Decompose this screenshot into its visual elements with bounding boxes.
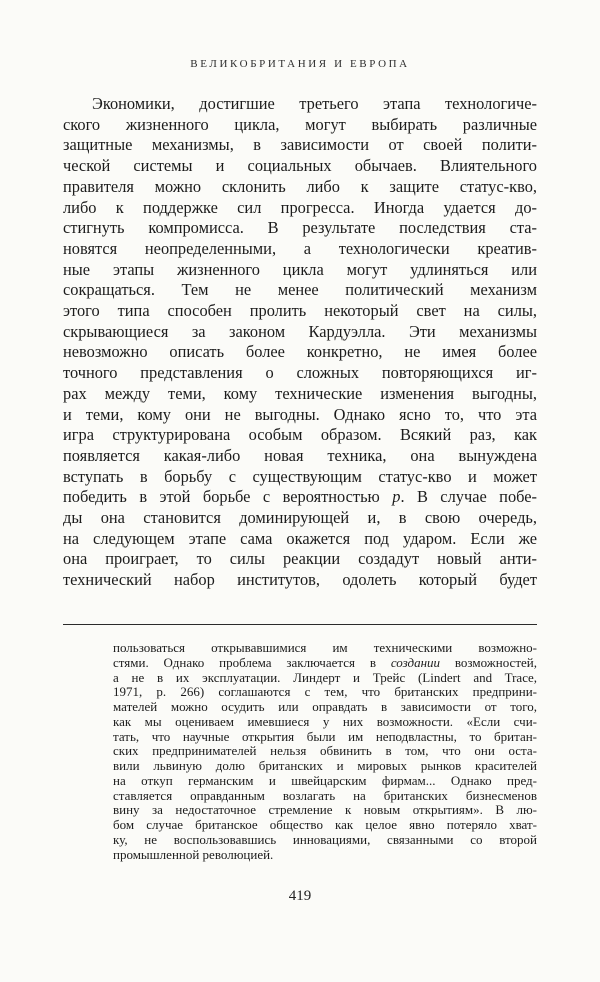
text-line: новятся неопределенными, а технологически креатив-	[63, 238, 537, 258]
text-line: либо к поддержке сил прогресса. Иногда удается до-	[63, 197, 537, 217]
text-line: невозможно описать более конкретно, не имея более	[63, 342, 537, 362]
text-line: а не в их эксплуатации. Линдерт и Трейс (Lindert and Trace,	[113, 669, 537, 685]
text-line: 1971, p. 266) соглашаются с тем, что британских предприни-	[113, 684, 537, 700]
text-line: тать, что научные открытия были им неподвластны, то британ-	[113, 728, 537, 744]
text-line: игра структурирована особым образом. Всякий раз, как	[63, 425, 537, 445]
text-line: рах между теми, кому технические изменения выгодны,	[63, 383, 537, 403]
text-line: вступать в борьбу с существующим статус-кво и может	[63, 466, 537, 486]
text-line: скрывающиеся за законом Кардуэлла. Эти механизмы	[63, 321, 537, 341]
text-line: защитные механизмы, в зависимости от своей полити-	[63, 135, 537, 155]
text-line: ских предпринимателей нельзя обвинить в том, что они оста-	[113, 743, 537, 759]
text-line: и теми, кому они не выгодны. Однако ясно то, что эта	[63, 404, 537, 424]
text-line: победить в этой борьбе с вероятностью p. В случае побе-	[63, 487, 538, 507]
text-line: вину за недостаточное стремление к новым открытиям». В лю-	[113, 802, 537, 818]
text-line: технический набор институтов, одолеть который будет	[63, 570, 537, 590]
text-line: ческой системы и социальных обычаев. Влиятельного	[63, 156, 537, 176]
text-line: стями. Однако проблема заключается в создании возможностей,	[113, 654, 537, 670]
text-line: ку, не воспользовавшись инновациями, связанными со второй	[113, 831, 537, 847]
text-line: сокращаться. Тем не менее политический механизм	[63, 280, 537, 300]
text-line: ставляется оправданным возлагать на британских бизнесменов	[113, 787, 537, 803]
text-line: вили львиную долю британских и мировых рынков красителей	[113, 758, 537, 773]
text-line: мателей можно осудить или оправдать в зависимости от того,	[113, 699, 537, 714]
text-line: правителя можно склонить либо к защите статус-кво,	[63, 176, 537, 196]
text-line: точного представления о сложных повторяющихся иг-	[63, 363, 537, 383]
text-line: ского жизненного цикла, могут выбирать различные	[63, 114, 537, 134]
text-line: как мы оцениваем имевшиеся у них возможности. «Если счи-	[113, 713, 537, 729]
text-line: она проиграет, то силы реакции создадут новый анти-	[63, 549, 537, 569]
text-line: промышленной революцией.	[113, 846, 274, 862]
text-line: Экономики, достигшие третьего этапа технологиче-	[92, 94, 537, 113]
text-line: пользоваться открывавшимися им техническими возможно-	[113, 640, 537, 655]
footnote-separator	[63, 624, 537, 625]
text-line: этого типа способен пролить некоторый свет на силы,	[63, 301, 537, 321]
text-line: на следующем этапе сама окажется под ударом. Если же	[63, 528, 537, 548]
text-line: на откуп германским и швейцарским фирмам... Однако пред-	[113, 772, 537, 788]
page-number: 419	[288, 888, 312, 904]
text-line: ные этапы жизненного цикла могут удлиняться или	[63, 259, 537, 279]
text-line: стигнуть компромисса. В результате последствия ста-	[63, 218, 537, 238]
body-paragraph	[63, 94, 537, 591]
text-line: бом случае британское общество как целое явно потеряло хват-	[113, 817, 537, 832]
text-line: ды она становится доминирующей и, в свою очередь,	[63, 508, 537, 528]
running-header: ВЕЛИКОБРИТАНИЯ И ЕВРОПА	[190, 58, 410, 70]
footnote	[113, 641, 537, 862]
text-line: появляется какая-либо новая техника, она вынуждена	[63, 445, 537, 465]
